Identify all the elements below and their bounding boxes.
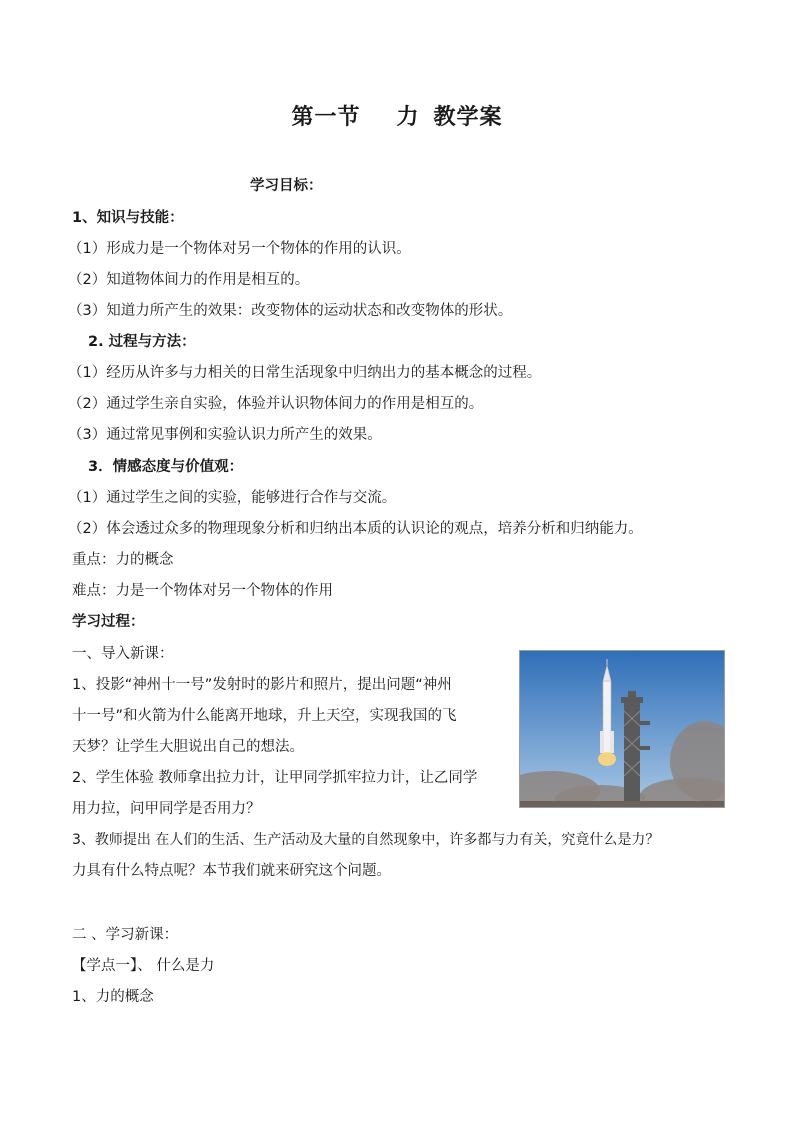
knowledge-item: （1）形成力是一个物体对另一个物体的作用的认识。 xyxy=(68,241,411,257)
intro-line: 2、学生体验 教师拿出拉力计，让甲同学抓牢拉力计，让乙同学 xyxy=(72,770,478,786)
process-item: （3）通过常见事例和实验认识力所产生的效果。 xyxy=(68,427,382,443)
ground xyxy=(520,801,724,807)
process-heading: 2. 过程与方法： xyxy=(88,334,196,350)
key-point: 重点：力的概念 xyxy=(72,552,174,568)
process-item: （2）通过学生亲自实验，体验并认识物体间力的作用是相互的。 xyxy=(68,396,484,412)
learning-point-1: 【学点一】、 什么是力 xyxy=(72,958,215,974)
title-part-2: 力 xyxy=(396,105,420,130)
process-item: （1）经历从许多与力相关的日常生活现象中归纳出力的基本概念的过程。 xyxy=(68,365,542,381)
objectives-heading: 学习目标： xyxy=(250,178,323,194)
page-title xyxy=(0,100,794,131)
intro-line: 天梦？让学生大胆说出自己的想法。 xyxy=(72,739,304,755)
knowledge-item: （2）知道物体间力的作用是相互的。 xyxy=(68,272,310,288)
emotion-heading: 3．情感态度与价值观： xyxy=(88,459,244,475)
intro-line: 用力拉，问甲同学是否用力？ xyxy=(72,801,261,817)
intro-line: 3、教师提出 在人们的生活、生产活动及大量的自然现象中，许多都与力有关，究竟什么是力？ xyxy=(72,832,660,848)
process-title: 学习过程： xyxy=(72,614,145,630)
force-concept: 1、力的概念 xyxy=(72,989,154,1005)
knowledge-heading: 1、知识与技能： xyxy=(72,210,184,226)
difficult-point: 难点：力是一个物体对另一个物体的作用 xyxy=(72,583,333,599)
intro-line: 1、投影“神州十一号”发射时的影片和照片，提出问题“神州 xyxy=(72,677,452,693)
title-part-1: 第一节 xyxy=(291,105,361,130)
new-lesson-heading: 二 、学习新课： xyxy=(72,927,179,943)
rocket-launch-image xyxy=(520,651,724,807)
intro-line: 十一号”和火箭为什么能离开地球，升上天空，实现我国的飞 xyxy=(72,708,457,724)
title-part-3: 教学案 xyxy=(433,105,503,130)
intro-heading: 一、导入新课： xyxy=(72,646,174,662)
intro-line: 力具有什么特点呢？本节我们就来研究这个问题。 xyxy=(72,863,391,879)
rocket-launch-photo xyxy=(519,650,725,808)
emotion-item: （1）通过学生之间的实验，能够进行合作与交流。 xyxy=(68,490,397,506)
emotion-item: （2）体会透过众多的物理现象分析和归纳出本质的认识论的观点，培养分析和归纳能力。 xyxy=(68,521,643,537)
knowledge-item: （3）知道力所产生的效果：改变物体的运动状态和改变物体的形状。 xyxy=(68,303,513,319)
